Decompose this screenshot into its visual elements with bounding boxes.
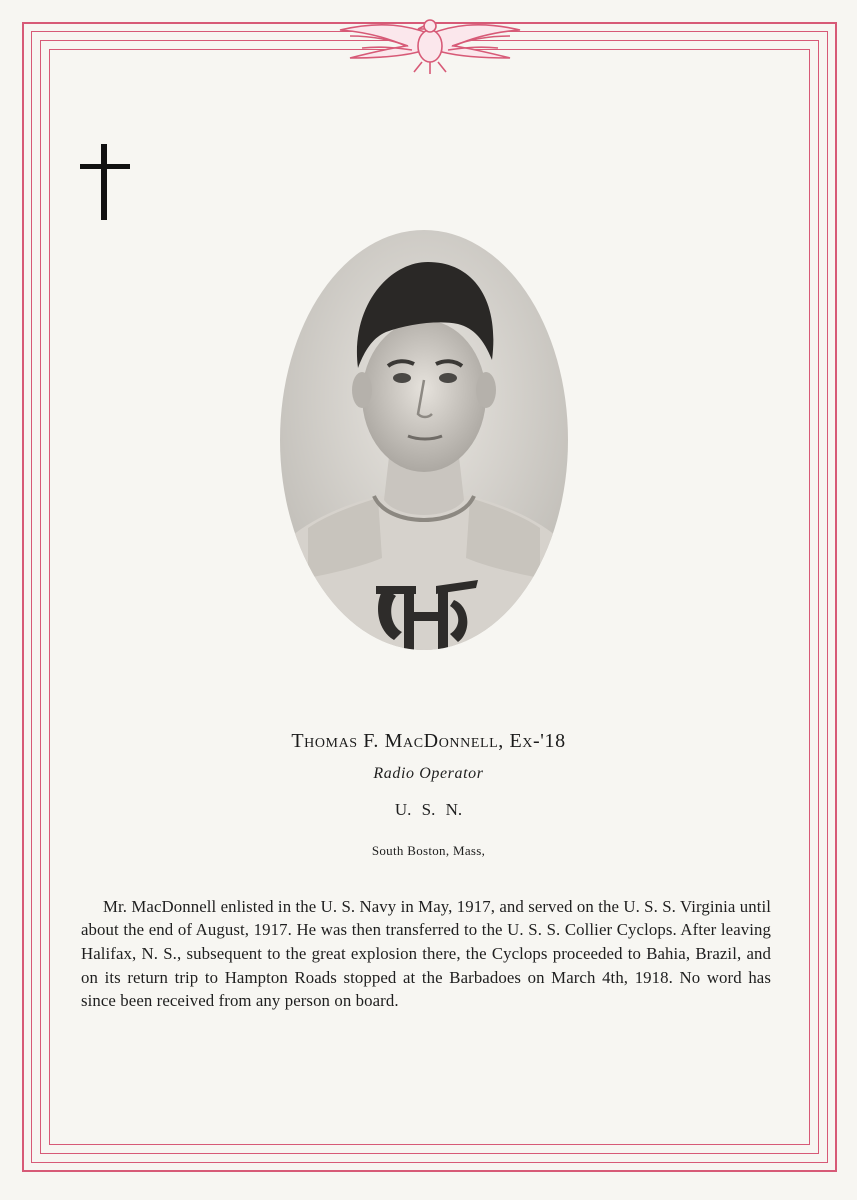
person-name: Thomas F. MacDonnell, Ex-'18 (291, 730, 566, 752)
portrait-photo (278, 228, 570, 652)
service-branch: U. S. N. (394, 800, 463, 819)
cross-icon (78, 142, 132, 222)
hometown: South Boston, Mass, (371, 843, 486, 858)
role-title: Radio Operator (373, 765, 484, 782)
eagle-icon (310, 8, 550, 78)
biography-paragraph: Mr. MacDonnell enlisted in the U. S. Navy in May, 1917, and served on the U. S. S. Virginia until about the end of August, 1917. He was then transferred to the U. S. S. Collier Cyclops. After leaving Halifax, N. S., subsequent to the great explosion there, the Cyclops proceeded to Bahia, Brazil, and on its return trip to Hampton Roads stopped at the Barbadoes on March 4th, 1918. No word has since been received from any person on board. (81, 896, 771, 1011)
